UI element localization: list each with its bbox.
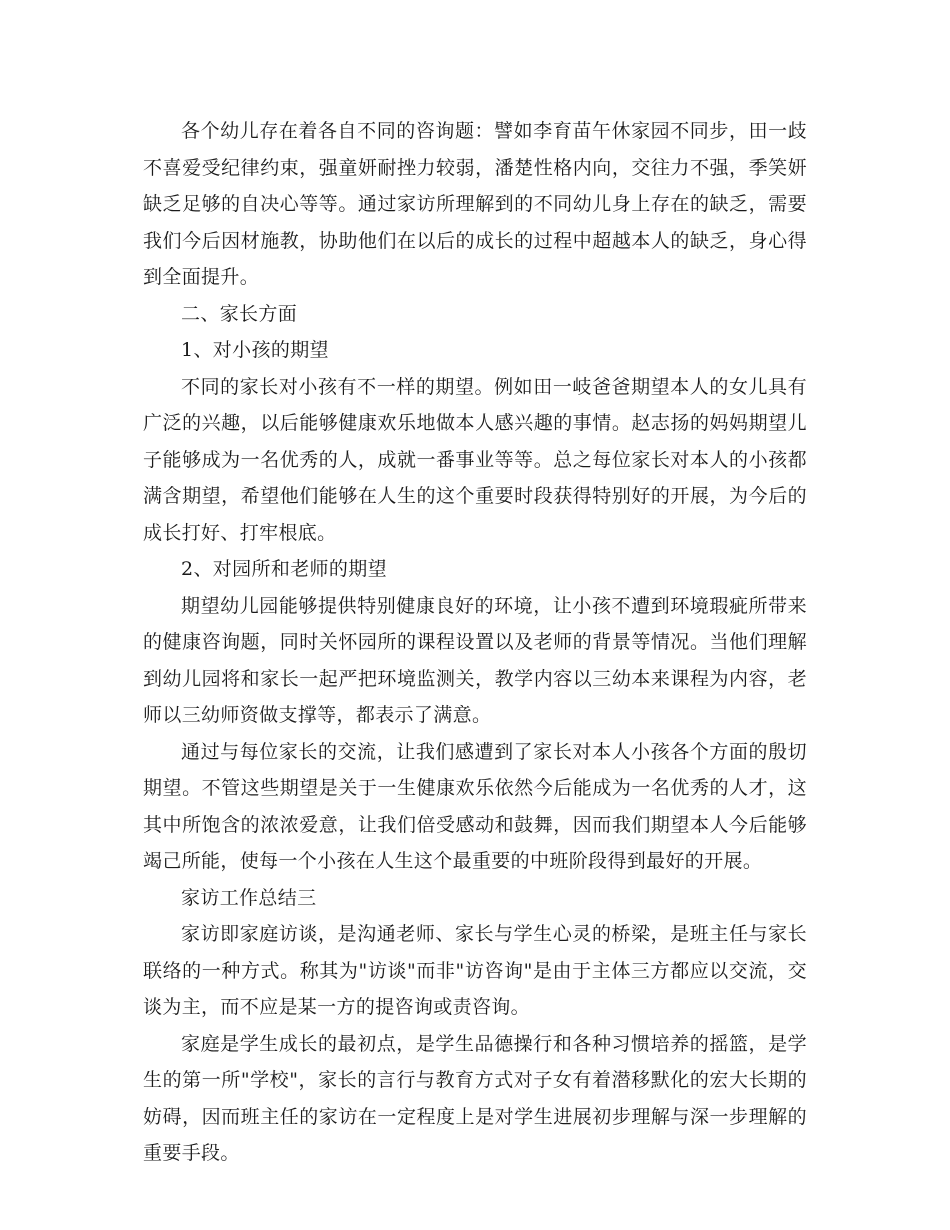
paragraph-communication-summary: 通过与每位家长的交流，让我们感遭到了家长对本人小孩各个方面的殷切期望。不管这些期望是关于一生健康欢乐依然今后能成为一名优秀的人才，这其中所饱含的浓浓爱意，让我们倍受感动和鼓舞，因而我们期望本人今后能够竭己所能，使每一个小孩在人生这个最重要的中班阶段得到最好的开展。 — [143, 740, 807, 872]
paragraph-student-issues: 各个幼儿存在着各自不同的咨询题：譬如李育苗午休家园不同步，田一歧不喜爱受纪律约束，强童妍耐挫力较弱，潘楚性格内向，交往力不强，季笑妍缺乏足够的自决心等等。通过家访所理解到的不同幼儿身上存在的缺乏，需要我们今后因材施教，协助他们在以后的成长的过程中超越本人的缺乏，身心得到全面提升。 — [143, 120, 807, 288]
document-body — [143, 113, 807, 1172]
paragraph-parent-expectations: 不同的家长对小孩有不一样的期望。例如田一岐爸爸期望本人的女儿具有广泛的兴趣，以后能够健康欢乐地做本人感兴趣的事情。赵志扬的妈妈期望儿子能够成为一名优秀的人，成就一番事业等等。总之每位家长对本人的小孩都满含期望，希望他们能够在人生的这个重要时段获得特别好的开展，为今后的成长打好、打牢根底。 — [143, 375, 807, 544]
paragraph-home-visit-definition: 家访即家庭访谈，是沟通老师、家长与学生心灵的桥梁，是班主任与家长联络的一种方式。称其为"访谈"而非"访咨询"是由于主体三方都应以交流，交谈为主，而不应是某一方的提咨询或责咨询。 — [143, 923, 807, 1018]
section-heading-parents: 二、家长方面 — [181, 302, 298, 325]
paragraph-school-expectations: 期望幼儿园能够提供特别健康良好的环境，让小孩不遭到环境瑕疵所带来的健康咨询题，同时关怀园所的课程设置以及老师的背景等情况。当他们理解到幼儿园将和家长一起严把环境监测关，教学内容以三幼本来课程为内容，老师以三幼师资做支撑等，都表示了满意。 — [143, 594, 807, 726]
heading-home-visit-summary-three: 家访工作总结三 — [181, 886, 317, 909]
paragraph-family-role: 家庭是学生成长的最初点，是学生品德操行和各种习惯培养的摇篮，是学生的第一所"学校"，家长的言行与教育方式对子女有着潜移默化的宏大长期的妨碍，因而班主任的家访在一定程度上是对学生进展初步理解与深一步理解的重要手段。 — [143, 1032, 807, 1164]
subheading-expectations-for-children: 1、对小孩的期望 — [181, 339, 329, 361]
subheading-expectations-for-school: 2、对园所和老师的期望 — [181, 558, 387, 580]
